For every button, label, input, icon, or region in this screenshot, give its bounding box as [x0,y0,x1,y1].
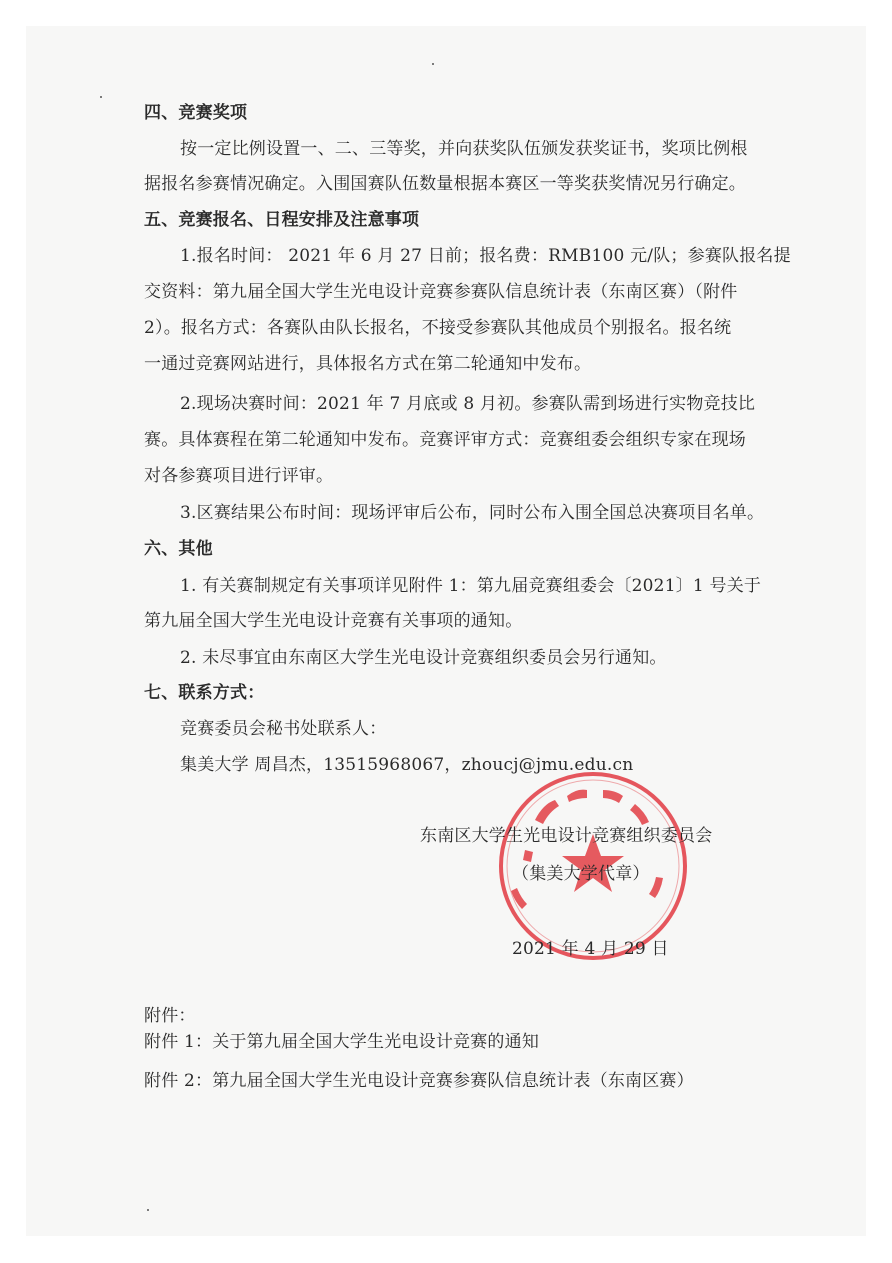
scan-speck [100,96,102,98]
scan-speck [147,1209,149,1211]
section-heading-others: 六、其他 [144,539,213,559]
registration-line-2: 交资料：第九届全国大学生光电设计竞赛参赛队信息统计表（东南区赛）（附件 [144,282,738,302]
scan-speck [432,63,434,65]
registration-line-8: 3.区赛结果公布时间：现场评审后公布，同时公布入围全国总决赛项目名单。 [180,503,765,523]
attachment-item-1: 附件 1：关于第九届全国大学生光电设计竞赛的通知 [144,1032,540,1052]
registration-line-3: 2）。报名方式：各赛队由队长报名，不接受参赛队其他成员个别报名。报名统 [144,318,732,338]
registration-line-5: 2.现场决赛时间：2021 年 7 月底或 8 月初。参赛队需到场进行实物竞技比 [180,394,756,414]
attachments-heading: 附件： [144,1006,196,1026]
section-heading-contact: 七、联系方式： [144,683,265,703]
registration-line-6: 赛。具体赛程在第二轮通知中发布。竞赛评审方式：竞赛组委会组织专家在现场 [144,430,746,450]
issuing-organization: 东南区大学生光电设计竞赛组织委员会 [420,826,713,846]
contact-line-1: 竞赛委员会秘书处联系人： [180,719,387,739]
contact-line-2: 集美大学 周昌杰，13515968067，zhoucj@jmu.edu.cn [180,755,634,775]
awards-line-2: 据报名参赛情况确定。入围国赛队伍数量根据本赛区一等奖获奖情况另行确定。 [144,174,746,194]
section-heading-registration: 五、竞赛报名、日程安排及注意事项 [144,210,420,230]
attachment-item-2: 附件 2：第九届全国大学生光电设计竞赛参赛队信息统计表（东南区赛） [144,1071,694,1091]
seal-note: （集美大学代章） [512,864,650,884]
awards-line-1: 按一定比例设置一、二、三等奖，并向获奖队伍颁发获奖证书，奖项比例根 [180,139,748,159]
registration-line-1: 1.报名时间： 2021 年 6 月 27 日前；报名费：RMB100 元/队；参赛队报名提 [180,246,791,266]
section-heading-awards: 四、竞赛奖项 [144,103,248,123]
registration-line-4: 一通过竞赛网站进行，具体报名方式在第二轮通知中发布。 [144,354,592,374]
issue-date: 2021 年 4 月 29 日 [512,939,669,959]
registration-line-7: 对各参赛项目进行评审。 [144,466,334,486]
others-line-1: 1. 有关赛制规定有关事项详见附件 1：第九届竞赛组委会〔2021〕1 号关于 [180,576,762,596]
others-line-3: 2. 未尽事宜由东南区大学生光电设计竞赛组织委员会另行通知。 [180,648,667,668]
others-line-2: 第九届全国大学生光电设计竞赛有关事项的通知。 [144,611,523,631]
